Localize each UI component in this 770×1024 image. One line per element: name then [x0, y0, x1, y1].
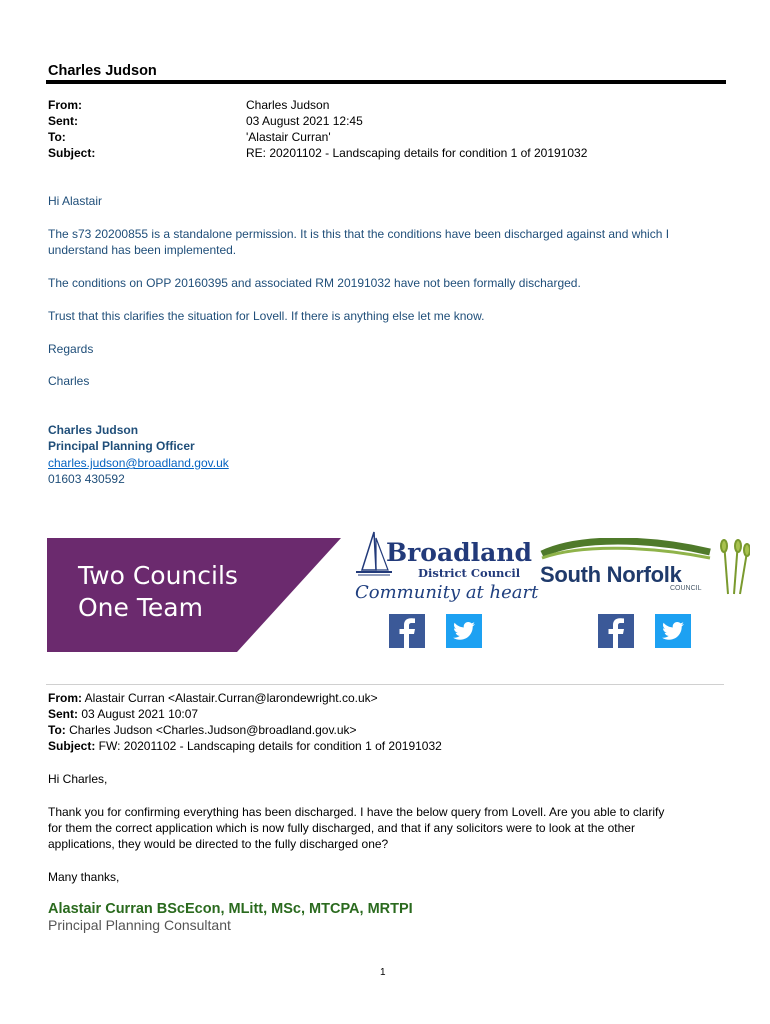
- banner-line-2: One Team: [78, 593, 203, 622]
- forwarded-signature-name: Alastair Curran BScEcon, MLitt, MSc, MTCPA, MRTPI: [48, 901, 413, 917]
- broadland-logo-tagline: Community at heart: [355, 582, 539, 603]
- sent-value: 03 August 2021 12:45: [246, 114, 363, 128]
- from-label: From:: [48, 98, 82, 112]
- forwarded-to-value: Charles Judson <Charles.Judson@broadland.gov.uk>: [65, 723, 357, 737]
- forwarded-to: [48, 722, 357, 739]
- forwarded-paragraph-line-3: applications, they would be directed to the fully discharged one?: [48, 837, 389, 851]
- south-norfolk-twitter-icon[interactable]: [655, 614, 691, 648]
- forwarded-to-label: To:: [48, 723, 66, 737]
- subject-value: RE: 20201102 - Landscaping details for condition 1 of 20191032: [246, 146, 588, 160]
- forwarded-divider: [46, 684, 724, 685]
- forwarded-paragraph-line-1: Thank you for confirming everything has been discharged. I have the below query from Lovell. Are you able to clarify: [48, 805, 665, 819]
- forwarded-subject: [48, 738, 442, 755]
- signature-phone: 01603 430592: [48, 472, 125, 486]
- forwarded-signature-role: Principal Planning Consultant: [48, 917, 231, 933]
- forwarded-from-value: Alastair Curran <Alastair.Curran@larondewright.co.uk>: [82, 691, 378, 705]
- to-label: To:: [48, 130, 66, 144]
- forwarded-subject-value: FW: 20201102 - Landscaping details for condition 1 of 20191032: [95, 739, 442, 753]
- to-value: 'Alastair Curran': [246, 130, 331, 144]
- sent-label: Sent:: [48, 114, 78, 128]
- signature-name: Charles Judson: [48, 423, 139, 437]
- forwarded-from-label: From:: [48, 691, 82, 705]
- broadland-logo-name: Broadland: [386, 538, 533, 567]
- south-norfolk-facebook-icon[interactable]: [598, 614, 634, 648]
- document-title: Charles Judson: [48, 63, 157, 79]
- south-norfolk-logo-council: COUNCIL: [670, 585, 702, 592]
- forwarded-sent-label: Sent:: [48, 707, 78, 721]
- signature-email-link[interactable]: [48, 455, 229, 472]
- banner-text: [78, 560, 238, 624]
- title-divider: [46, 80, 726, 84]
- signature-email[interactable]: charles.judson@broadland.gov.uk: [48, 456, 229, 470]
- forwarded-thanks: Many thanks,: [48, 870, 120, 884]
- forwarded-greeting: Hi Charles,: [48, 772, 108, 786]
- reply-paragraph-2: The conditions on OPP 20160395 and associated RM 20191032 have not been formally discharged.: [48, 276, 581, 290]
- broadland-logo-subtitle: District Council: [418, 566, 521, 580]
- forwarded-sent: [48, 706, 198, 723]
- reply-paragraph-3: Trust that this clarifies the situation for Lovell. If there is anything else let me know.: [48, 309, 485, 323]
- forwarded-from: [48, 690, 378, 707]
- forwarded-subject-label: Subject:: [48, 739, 96, 753]
- page-number: 1: [380, 967, 386, 978]
- broadland-twitter-icon[interactable]: [446, 614, 482, 648]
- reply-paragraph-1-line-1: The s73 20200855 is a standalone permission. It is this that the conditions have been discharged against and which I: [48, 227, 670, 241]
- subject-label: Subject:: [48, 146, 96, 160]
- signature-role: Principal Planning Officer: [48, 439, 195, 453]
- reply-greeting: Hi Alastair: [48, 194, 103, 208]
- banner-line-1: Two Councils: [78, 561, 238, 590]
- broadland-facebook-icon[interactable]: [389, 614, 425, 648]
- from-value: Charles Judson: [246, 98, 330, 112]
- reply-sender-name: Charles: [48, 374, 90, 388]
- forwarded-paragraph-line-2: for them the correct application which is now fully discharged, and that if any solicitors were to look at the other: [48, 821, 635, 835]
- reply-regards: Regards: [48, 342, 94, 356]
- forwarded-sent-value: 03 August 2021 10:07: [78, 707, 199, 721]
- reply-paragraph-1-line-2: understand has been implemented.: [48, 243, 237, 257]
- south-norfolk-logo-name: South Norfolk: [540, 562, 682, 587]
